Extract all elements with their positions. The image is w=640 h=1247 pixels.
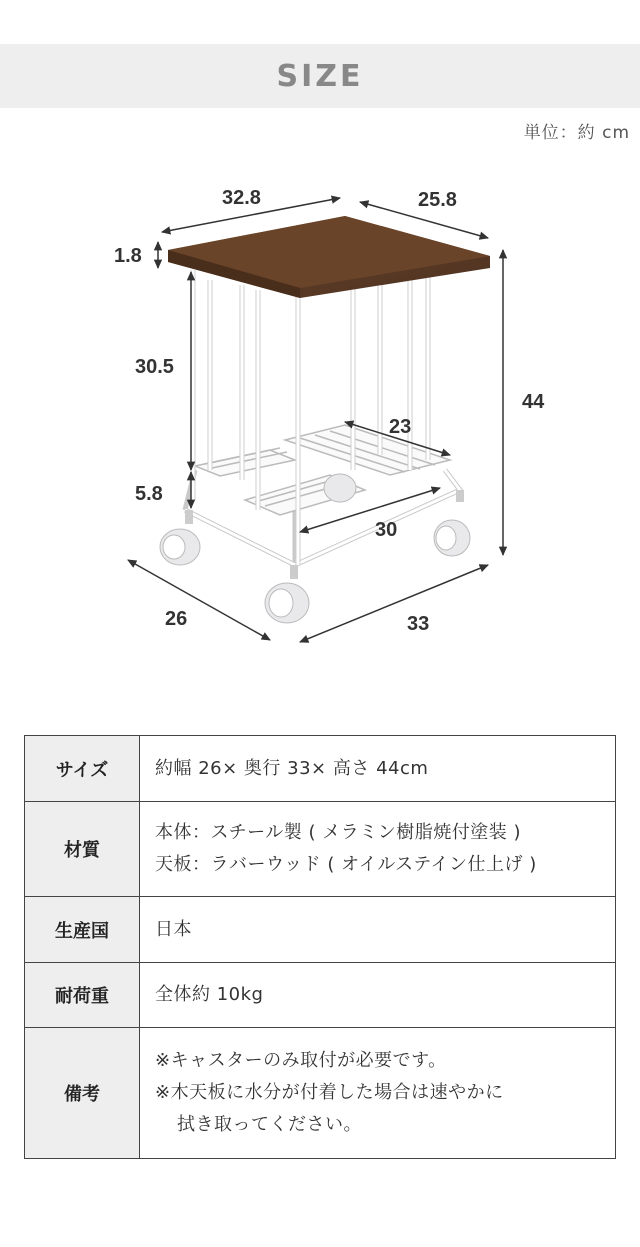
spec-label-size: サイズ (25, 736, 140, 802)
spec-value-origin: 日本 (140, 897, 616, 963)
dim-base-depth: 26 (165, 608, 188, 630)
caster-center (324, 474, 356, 502)
spec-label-material: 材質 (25, 802, 140, 897)
dim-top-thickness: 1.8 (114, 245, 142, 267)
dim-lower-height: 5.8 (135, 483, 163, 505)
dim-top-depth: 25.8 (418, 189, 457, 211)
caster-left (160, 510, 200, 565)
spec-value-size: 約幅 26× 奥行 33× 高さ 44cm (140, 736, 616, 802)
unit-label: 単位：約 cm (523, 123, 630, 143)
notes-line-3-text: 拭き取ってください。 (177, 1114, 362, 1135)
spec-table (24, 735, 616, 1159)
spec-row-notes (25, 1028, 616, 1159)
dim-total-height: 44 (522, 391, 545, 413)
dim-shelf-gap: 30.5 (135, 356, 174, 378)
spec-row-origin (25, 897, 616, 963)
notes-line-1: ※キャスターのみ取付が必要です。 (155, 1050, 447, 1071)
wood-top (168, 216, 490, 298)
notes-line-3 (155, 1109, 615, 1141)
spec-value-load: 全体約 10kg (140, 963, 616, 1028)
dim-lower-inner-width: 30 (375, 519, 398, 541)
title-band (0, 44, 640, 108)
notes-line-2: ※木天板に水分が付着した場合は速やかに (155, 1082, 504, 1103)
spec-label-origin: 生産国 (25, 897, 140, 963)
spec-value-material (140, 802, 616, 897)
caster-front (265, 565, 309, 623)
spec-label-notes: 備考 (25, 1028, 140, 1159)
material-line-1: 本体：スチール製 ( メラミン樹脂焼付塗装 ) (155, 822, 521, 843)
spec-row-material (25, 802, 616, 897)
dim-base-width: 33 (407, 613, 430, 635)
material-line-2: 天板：ラバーウッド ( オイルステイン仕上げ ) (155, 854, 537, 875)
size-diagram (0, 170, 640, 660)
dim-top-width: 32.8 (222, 187, 261, 209)
spec-label-load: 耐荷重 (25, 963, 140, 1028)
dim-lower-inner-depth: 23 (389, 416, 412, 438)
lower-shelf-back (285, 425, 450, 475)
spec-value-notes (140, 1028, 616, 1159)
spec-row-size (25, 736, 616, 802)
page-title: SIZE (276, 58, 364, 94)
spec-row-load (25, 963, 616, 1028)
